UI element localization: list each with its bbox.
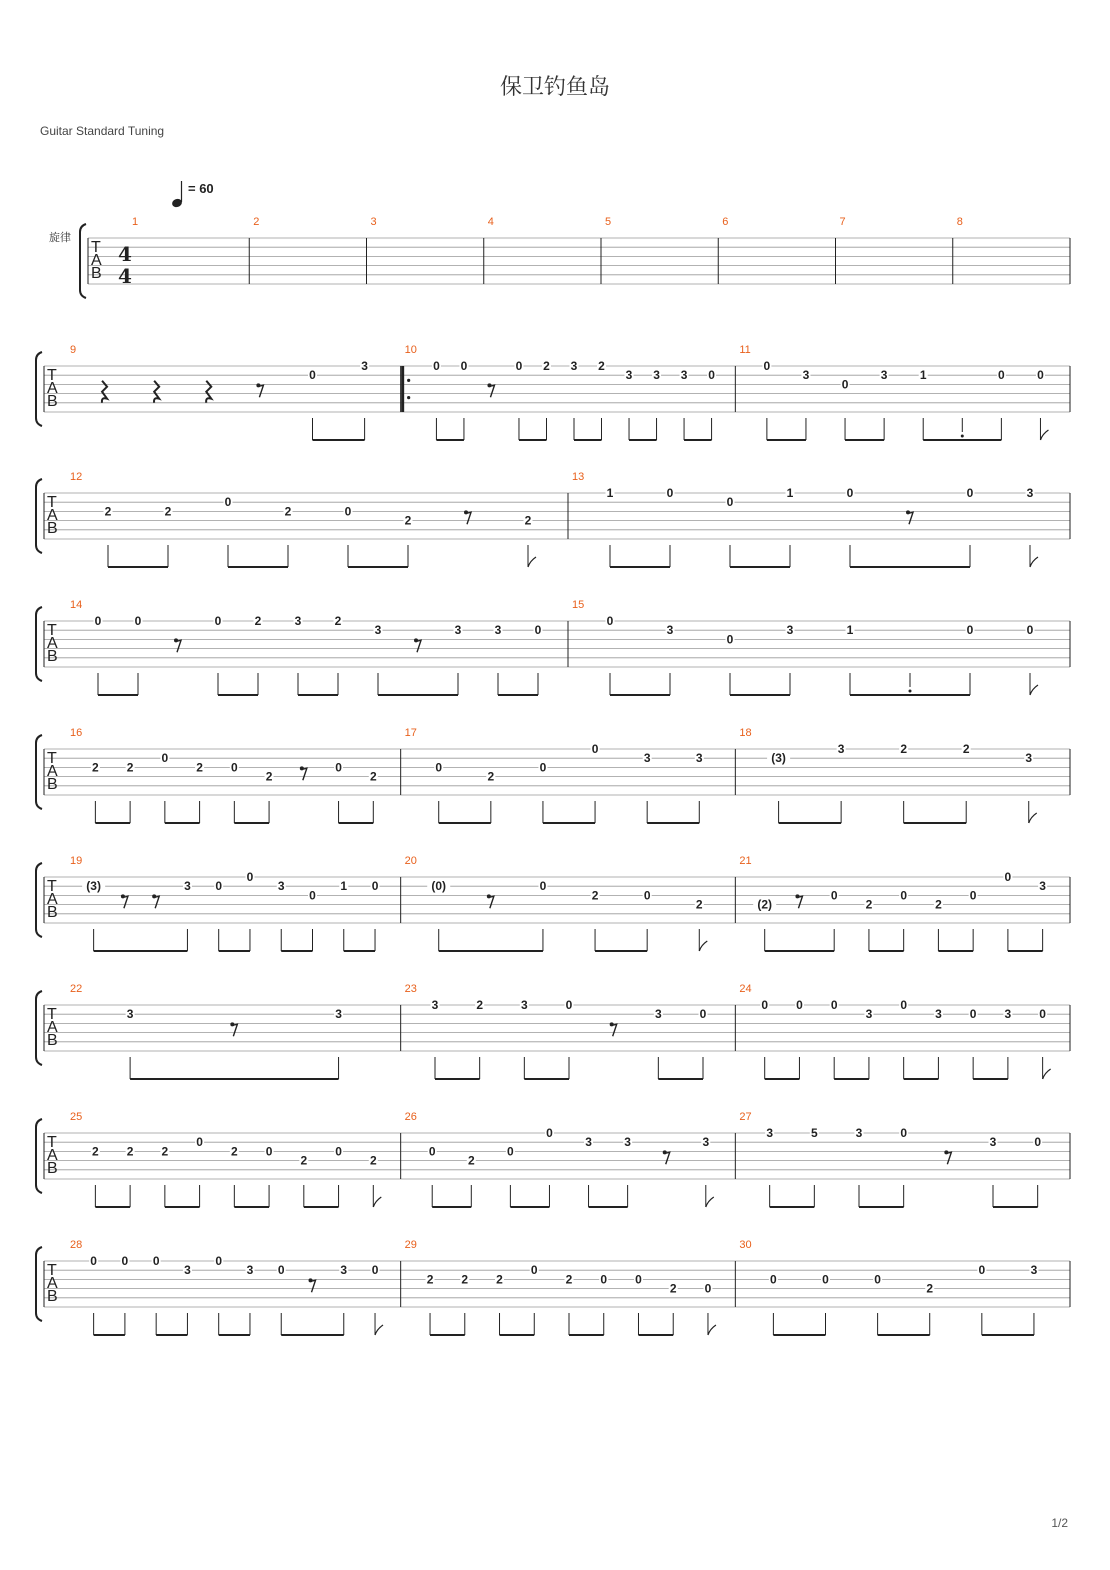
fret-number: 3: [431, 998, 439, 1012]
fret-number: 2: [865, 897, 873, 912]
measure-number: 14: [70, 599, 83, 611]
fret-number: 0: [134, 614, 142, 628]
fret-number: 0: [900, 1126, 908, 1140]
song-title: 保卫钓鱼岛: [499, 75, 610, 100]
fret-number: 3: [837, 742, 845, 756]
fret-number: 0: [428, 1144, 436, 1159]
fret-number: 2: [334, 614, 342, 628]
fret-number: 1: [846, 623, 854, 638]
rhythm-dot: [909, 690, 912, 693]
fret-number: 0: [335, 760, 342, 775]
fret-number: 2: [92, 1144, 99, 1159]
fret-number: 0: [635, 1272, 642, 1287]
fret-number: 0: [1037, 368, 1044, 383]
fret-number: 3: [695, 751, 703, 766]
fret-number: 0: [224, 495, 232, 510]
fret-number: 0: [830, 998, 838, 1012]
tab-letter: A: [47, 635, 58, 652]
system-bracket: [36, 1119, 42, 1193]
fret-number: 0: [309, 368, 316, 383]
fret-number: 3: [666, 623, 674, 638]
note-flag: [375, 1325, 383, 1335]
fret-number: 0: [214, 614, 222, 628]
system-bracket: [36, 863, 42, 937]
fret-number: 0: [335, 1144, 342, 1159]
fret-number: (2): [757, 897, 773, 912]
fret-number: 0: [841, 377, 849, 392]
fret-number: 3: [277, 879, 285, 894]
fret-number: 0: [978, 1263, 986, 1278]
fret-number: 2: [426, 1272, 434, 1287]
fret-number: 0: [969, 1007, 977, 1022]
fret-number: 2: [926, 1281, 934, 1296]
fret-number: 3: [361, 359, 368, 373]
measure-number: 1: [132, 216, 139, 228]
fret-number: 2: [669, 1281, 677, 1296]
system-bracket: [36, 607, 42, 681]
tab-letter: T: [47, 367, 57, 384]
rhythm-dot: [961, 435, 964, 438]
fret-number: 2: [935, 897, 942, 912]
fret-number: 1: [919, 368, 927, 383]
fret-number: 3: [880, 368, 888, 383]
fret-number: 3: [702, 1135, 710, 1150]
fret-number: 0: [874, 1272, 881, 1287]
measure-number: 21: [739, 855, 752, 867]
fret-number: (0): [431, 879, 447, 894]
fret-number: 3: [802, 368, 810, 383]
fret-number: 2: [104, 504, 112, 519]
fret-number: 2: [284, 504, 292, 519]
measure-number: 16: [70, 727, 83, 739]
measure-number: 22: [70, 983, 83, 995]
fret-number: 0: [1039, 1007, 1046, 1022]
fret-number: 2: [161, 1144, 169, 1159]
fret-number: 0: [534, 623, 542, 638]
fret-number: 3: [494, 623, 502, 638]
fret-number: 0: [433, 359, 440, 373]
fret-number: 2: [404, 513, 412, 528]
fret-number: 0: [1026, 623, 1034, 638]
repeat-dot: [407, 396, 410, 399]
fret-number: 3: [454, 623, 462, 638]
fret-number: 2: [487, 769, 495, 784]
fret-number: (3): [771, 751, 786, 766]
fret-number: 0: [507, 1144, 514, 1159]
fret-number: 3: [585, 1135, 592, 1150]
measure-number: 26: [404, 1111, 417, 1123]
measure-number: 5: [605, 216, 612, 228]
measure-number: 3: [370, 216, 377, 228]
measure-number: 6: [722, 216, 729, 228]
fret-number: 0: [460, 359, 468, 373]
fret-number: 0: [539, 760, 547, 775]
fret-number: 0: [606, 614, 614, 628]
fret-number: 3: [989, 1135, 997, 1150]
tab-letter: B: [47, 1288, 58, 1305]
measure-number: 17: [404, 727, 417, 739]
fret-number: 3: [786, 623, 794, 638]
fret-number: 2: [230, 1144, 238, 1159]
system-bracket: [36, 479, 42, 553]
fret-number: 0: [969, 888, 977, 903]
fret-number: 2: [369, 1153, 377, 1168]
fret-number: 3: [1026, 486, 1034, 500]
fret-number: (3): [86, 879, 101, 894]
measure-number: 7: [839, 216, 846, 228]
tab-letter: T: [47, 1262, 57, 1279]
fret-number: 0: [796, 998, 803, 1012]
tab-letter: T: [91, 239, 101, 256]
fret-number: 0: [900, 998, 908, 1012]
fret-number: 0: [94, 614, 102, 628]
measure-number: 19: [70, 855, 83, 867]
tab-letter: T: [47, 622, 57, 639]
fret-number: 2: [164, 504, 172, 519]
fret-number: 0: [699, 1007, 707, 1022]
tab-letter: A: [47, 891, 58, 908]
fret-number: 0: [265, 1144, 273, 1159]
tab-letter: B: [47, 520, 58, 537]
fret-number: 0: [344, 504, 352, 519]
fret-number: 0: [196, 1135, 203, 1150]
fret-number: 3: [624, 1135, 631, 1150]
fret-number: 0: [643, 888, 651, 903]
fret-number: 0: [726, 632, 734, 647]
measure-number: 25: [70, 1111, 83, 1123]
fret-number: 2: [524, 513, 532, 528]
fret-number: 0: [900, 888, 908, 903]
measure-number: 4: [487, 216, 494, 228]
system-bracket: [36, 352, 42, 426]
fret-number: 0: [770, 1272, 777, 1287]
fret-number: 3: [1004, 1007, 1012, 1022]
note-flag: [1043, 1069, 1051, 1079]
fret-number: 2: [92, 760, 99, 775]
fret-number: 2: [695, 897, 703, 912]
fret-number: 3: [570, 359, 578, 373]
measure-number: 18: [739, 727, 752, 739]
tab-letter: A: [47, 763, 58, 780]
tab-letter: T: [47, 1134, 57, 1151]
tab-letter: B: [47, 1160, 58, 1177]
fret-number: 0: [1004, 870, 1012, 884]
fret-number: 2: [591, 888, 599, 903]
measure-number: 29: [404, 1239, 417, 1251]
measure-number: 20: [404, 855, 417, 867]
fret-number: 0: [435, 760, 443, 775]
track-name: 旋律: [49, 231, 71, 244]
fret-number: 0: [591, 742, 599, 756]
measure-number: 9: [70, 344, 77, 356]
fret-number: 0: [530, 1263, 538, 1278]
fret-number: 2: [369, 769, 377, 784]
fret-number: 3: [654, 1007, 662, 1022]
fret-number: 0: [121, 1254, 129, 1268]
repeat-dot: [407, 379, 410, 382]
system-bracket: [36, 735, 42, 809]
fret-number: 3: [335, 1007, 342, 1022]
fret-number: 0: [515, 359, 523, 373]
measure-number: 11: [739, 344, 751, 356]
fret-number: 2: [962, 742, 970, 756]
measure-number: 2: [253, 216, 260, 228]
fret-number: 0: [152, 1254, 160, 1268]
fret-number: 2: [467, 1153, 475, 1168]
fret-number: 1: [606, 486, 614, 500]
measure-number: 24: [739, 983, 752, 995]
tab-letter: T: [47, 494, 57, 511]
fret-number: 3: [520, 998, 528, 1012]
fret-number: 3: [865, 1007, 873, 1022]
tab-letter: B: [47, 776, 58, 793]
tab-letter: A: [47, 507, 58, 524]
tab-letter: T: [47, 1006, 57, 1023]
note-flag: [706, 1197, 714, 1207]
fret-number: 0: [1034, 1135, 1042, 1150]
fret-number: 3: [1030, 1263, 1038, 1278]
fret-number: 0: [246, 870, 254, 884]
fret-number: 0: [708, 368, 715, 383]
system-bracket: [80, 224, 86, 298]
measure-number: 27: [739, 1111, 752, 1123]
tab-letter: B: [47, 648, 58, 665]
system-bracket: [36, 1247, 42, 1321]
fret-number: 0: [704, 1281, 712, 1296]
fret-number: 3: [374, 623, 382, 638]
measure-number: 10: [404, 344, 417, 356]
note-flag: [699, 941, 707, 951]
tab-letter: A: [91, 252, 102, 269]
note-flag: [1030, 557, 1038, 567]
note-flag: [708, 1325, 716, 1335]
fret-number: 3: [653, 368, 660, 383]
tuning-label: Guitar Standard Tuning: [40, 124, 165, 138]
fret-number: 0: [666, 486, 674, 500]
tab-letter: A: [47, 1275, 58, 1292]
fret-number: 0: [277, 1263, 285, 1278]
fret-number: 2: [300, 1153, 308, 1168]
fret-number: 3: [625, 368, 633, 383]
time-signature-bottom: 4: [118, 264, 132, 288]
fret-number: 0: [215, 879, 223, 894]
fret-number: 2: [126, 760, 134, 775]
tab-letter: A: [47, 1147, 58, 1164]
tab-letter: A: [47, 1019, 58, 1036]
fret-number: 2: [900, 742, 908, 756]
fret-number: 1: [340, 879, 348, 894]
page-number: 1/2: [1051, 1516, 1068, 1530]
note-flag: [1030, 685, 1038, 695]
note-flag: [1029, 813, 1037, 823]
tab-letter: B: [47, 904, 58, 921]
fret-number: 3: [184, 1263, 191, 1278]
tab-letter: B: [47, 1032, 58, 1049]
fret-number: 3: [1039, 879, 1046, 894]
fret-number: 0: [371, 1263, 379, 1278]
fret-number: 0: [371, 879, 379, 894]
fret-number: 1: [786, 486, 794, 500]
fret-number: 0: [761, 998, 769, 1012]
fret-number: 0: [546, 1126, 553, 1140]
fret-number: 2: [598, 359, 605, 373]
note-flag: [1040, 430, 1048, 440]
fret-number: 3: [340, 1263, 348, 1278]
tab-letter: T: [47, 878, 57, 895]
fret-number: 0: [309, 888, 316, 903]
fret-number: 5: [810, 1126, 818, 1140]
note-flag: [528, 557, 536, 567]
fret-number: 3: [855, 1126, 863, 1140]
fret-number: 3: [1025, 751, 1033, 766]
fret-number: 2: [265, 769, 273, 784]
system-bracket: [36, 991, 42, 1065]
measure-number: 23: [404, 983, 417, 995]
fret-number: 0: [822, 1272, 829, 1287]
note-flag: [373, 1197, 381, 1207]
tab-letter: B: [91, 265, 102, 282]
fret-number: 3: [643, 751, 651, 766]
fret-number: 0: [966, 486, 974, 500]
fret-number: 2: [126, 1144, 134, 1159]
fret-number: 0: [846, 486, 854, 500]
fret-number: 3: [184, 879, 191, 894]
fret-number: 3: [766, 1126, 774, 1140]
fret-number: 0: [600, 1272, 608, 1287]
fret-number: 0: [230, 760, 238, 775]
fret-number: 3: [935, 1007, 942, 1022]
measure-number: 30: [739, 1239, 752, 1251]
fret-number: 0: [830, 888, 838, 903]
fret-number: 2: [496, 1272, 503, 1287]
tab-letter: T: [47, 750, 57, 767]
fret-number: 2: [476, 998, 484, 1012]
fret-number: 0: [215, 1254, 223, 1268]
fret-number: 0: [726, 495, 734, 510]
fret-number: 3: [680, 368, 688, 383]
fret-number: 0: [161, 751, 169, 766]
fret-number: 3: [294, 614, 302, 628]
fret-number: 0: [565, 998, 573, 1012]
time-signature-top: 4: [118, 242, 132, 266]
fret-number: 2: [254, 614, 262, 628]
fret-number: 0: [966, 623, 974, 638]
measure-number: 13: [572, 471, 585, 483]
tab-letter: B: [47, 393, 58, 410]
fret-number: 0: [539, 879, 547, 894]
fret-number: 0: [763, 359, 771, 373]
tempo-value: = 60: [188, 181, 214, 196]
fret-number: 3: [126, 1007, 134, 1022]
fret-number: 2: [565, 1272, 573, 1287]
fret-number: 2: [543, 359, 550, 373]
fret-number: 0: [90, 1254, 97, 1268]
measure-number: 8: [956, 216, 963, 228]
fret-number: 0: [998, 368, 1005, 383]
measure-number: 15: [572, 599, 585, 611]
fret-number: 2: [196, 760, 203, 775]
fret-number: 3: [246, 1263, 254, 1278]
fret-number: 2: [461, 1272, 469, 1287]
measure-number: 28: [70, 1239, 83, 1251]
measure-number: 12: [70, 471, 83, 483]
tab-letter: A: [47, 380, 58, 397]
